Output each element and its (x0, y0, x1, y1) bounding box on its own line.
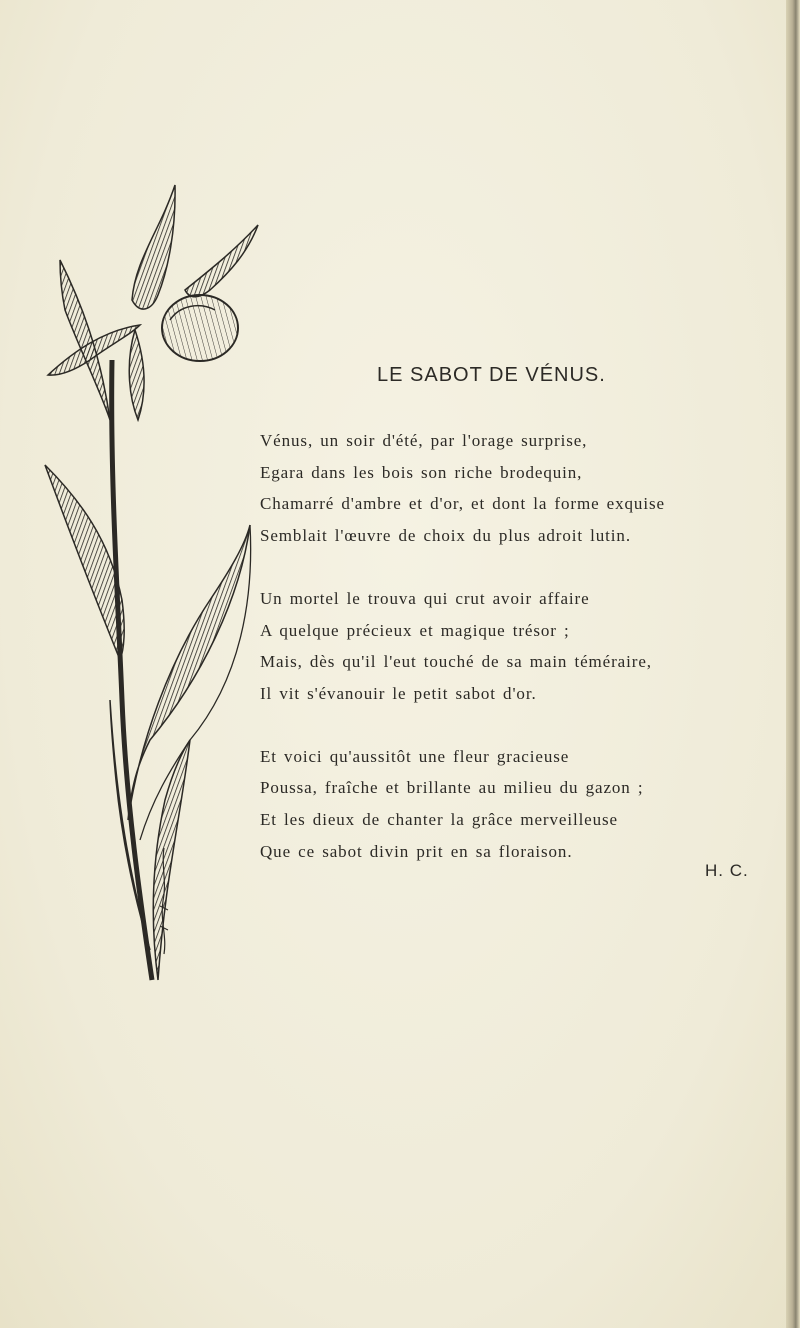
verse-line: Il vit s'évanouir le petit sabot d'or. (260, 683, 537, 703)
verse-line: Chamarré d'ambre et d'or, et dont la forme exquise (260, 494, 665, 514)
page-edge-shadow (786, 0, 800, 1328)
stanza (260, 425, 730, 552)
verse-line: A quelque précieux et magique trésor ; (260, 620, 570, 640)
stanza (260, 741, 730, 868)
verse-line: Et voici qu'aussitôt une fleur gracieuse (260, 746, 570, 766)
leaf-right (128, 525, 250, 820)
artist-signature-mark (157, 846, 171, 956)
author-signature: H. C. (705, 861, 749, 880)
verse-line: Et les dieux de chanter la grâce merveilleuse (260, 810, 618, 830)
verse-line: Mais, dès qu'il l'eut touché de sa main téméraire, (260, 652, 652, 672)
poem-title: LE SABOT DE VÉNUS. (377, 364, 606, 386)
orchid-illustration (40, 180, 270, 1000)
verse-line: Semblait l'œuvre de choix du plus adroit lutin. (260, 526, 631, 546)
dorsal-sepal (132, 185, 175, 309)
lateral-petal-right (185, 225, 258, 297)
verse-line: Vénus, un soir d'été, par l'orage surprise, (260, 431, 588, 450)
bract (129, 330, 144, 420)
verse-line: Egara dans les bois son riche brodequin, (260, 462, 583, 482)
poem-body (260, 425, 730, 898)
stanza (260, 583, 730, 710)
stem (112, 360, 152, 980)
slipper-lip (162, 295, 238, 361)
verse-line: Un mortel le trouva qui crut avoir affaire (260, 588, 590, 608)
verse-line: Que ce sabot divin prit en sa floraison. (260, 841, 573, 861)
verse-line: Poussa, fraîche et brillante au milieu du gazon ; (260, 778, 644, 798)
